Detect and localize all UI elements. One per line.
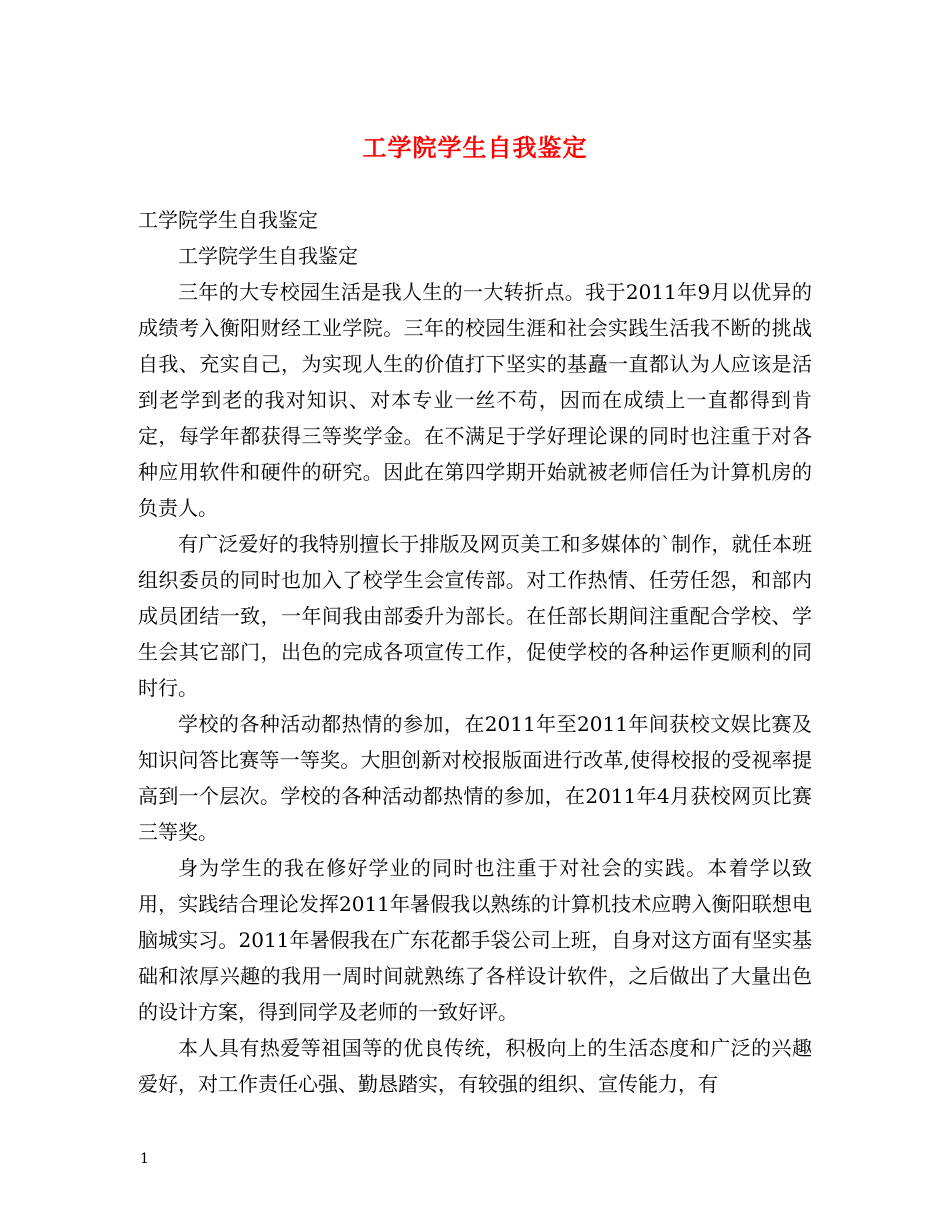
- paragraph-2: 有广泛爱好的我特别擅长于排版及网页美工和多媒体的`制作，就任本班组织委员的同时也加入了校学生会宣传部。对工作热情、任劳任怨，和部内成员团结一致，一年间我由部委升为部长。在任部长期间注重配合学校、学生会其它部门，出色的完成各项宣传工作，促使学校的各种运作更顺利的同时行。: [138, 532, 812, 700]
- page-number: 1: [140, 1151, 149, 1167]
- document-body: [138, 202, 812, 1102]
- paragraph-1: 三年的大专校园生活是我人生的一大转折点。我于2011年9月以优异的成绩考入衡阳财经工业学院。三年的校园生涯和社会实践生活我不断的挑战自我、充实自己，为实现人生的价值打下坚实的基矗一直都认为人应该是活到老学到老的我对知识、对本专业一丝不苟，因而在成绩上一直都得到肯定，每学年都获得三等奖学金。在不满足于学好理论课的同时也注重于对各种应用软件和硬件的研究。因此在第四学期开始就被老师信任为计算机房的负责人。: [138, 280, 812, 520]
- document-title: 工学院学生自我鉴定: [362, 133, 588, 162]
- paragraph-3: 学校的各种活动都热情的参加，在2011年至2011年间获校文娱比赛及知识问答比赛等一等奖。大胆创新对校报版面进行改革,使得校报的受视率提高到一个层次。学校的各种活动都热情的参加，在2011年4月获校网页比赛三等奖。: [138, 712, 812, 844]
- paragraph-4: 身为学生的我在修好学业的同时也注重于对社会的实践。本着学以致用，实践结合理论发挥2011年暑假我以熟练的计算机技术应聘入衡阳联想电脑城实习。2011年暑假我在广东花都手袋公司上班，自身对这方面有坚实基础和浓厚兴趣的我用一周时间就熟练了各样设计软件，之后做出了大量出色的设计方案，得到同学及老师的一致好评。: [138, 856, 812, 1024]
- subheading: 工学院学生自我鉴定: [178, 244, 358, 268]
- heading-line: 工学院学生自我鉴定: [138, 208, 318, 232]
- paragraph-5: 本人具有热爱等祖国等的优良传统，积极向上的生活态度和广泛的兴趣爱好，对工作责任心强、勤恳踏实，有较强的组织、宣传能力，有: [138, 1036, 812, 1096]
